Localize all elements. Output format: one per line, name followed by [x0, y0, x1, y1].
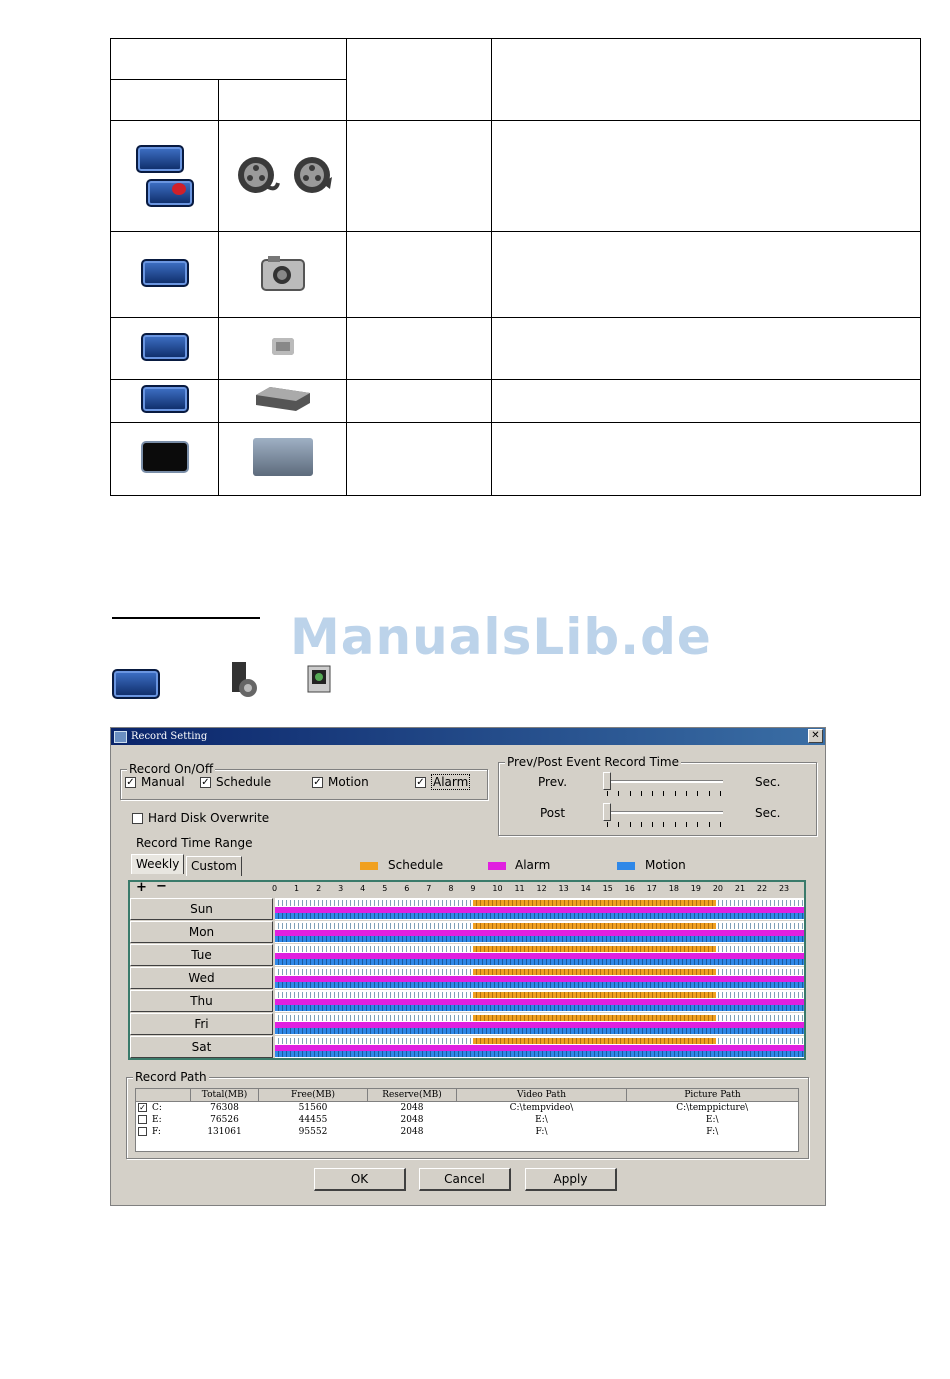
ok-button[interactable]: OK [314, 1168, 406, 1191]
name-cell [347, 423, 492, 496]
settings-panel-icon [306, 664, 336, 698]
icon-cell [219, 423, 347, 496]
prepost-group [498, 755, 817, 836]
icon-table [110, 38, 921, 496]
record-onoff-group [120, 762, 488, 800]
tab-custom[interactable]: Custom [186, 856, 242, 876]
column-header: Total(MB) [191, 1089, 259, 1102]
hour-label: 23 [778, 884, 790, 893]
hour-label: 9 [470, 884, 476, 893]
name-cell [347, 318, 492, 380]
group-title: Record Path [135, 1070, 207, 1084]
table-row[interactable]: E: 76526 44455 2048 E:\ E:\ [136, 1114, 799, 1126]
day-schedule-bars[interactable] [275, 967, 804, 989]
hour-label: 3 [338, 884, 344, 893]
desc-cell [492, 423, 921, 496]
schedule-grid [128, 880, 806, 1060]
legend-alarm: Alarm [515, 858, 551, 872]
drive-checkbox[interactable]: ✓ [139, 1102, 146, 1112]
day-label[interactable]: Tue [130, 944, 273, 966]
icon-cell [111, 423, 219, 496]
post-slider-thumb[interactable] [603, 803, 611, 821]
hour-label: 7 [426, 884, 432, 893]
hour-label: 14 [580, 884, 591, 893]
column-header: Reserve(MB) [368, 1089, 457, 1102]
desc-cell [492, 232, 921, 318]
icon-cell [219, 232, 347, 318]
desc-cell [492, 121, 921, 232]
film-reel-record-icon [146, 179, 194, 207]
day-label[interactable]: Sat [130, 1036, 273, 1058]
overwrite-checkbox[interactable]: Hard Disk Overwrite [132, 811, 269, 825]
dvr-icon [141, 441, 189, 473]
group-title: Record On/Off [129, 762, 214, 776]
camera-icon [260, 254, 306, 292]
record-setting-icon [112, 669, 160, 699]
zoom-out-button[interactable]: − [156, 879, 167, 894]
hard-disk-icon [252, 383, 314, 415]
drive-checkbox[interactable] [138, 1127, 147, 1136]
day-schedule-bars[interactable] [275, 990, 804, 1012]
icon-cell [219, 318, 347, 380]
legend-schedule: Schedule [388, 858, 444, 872]
group-title: Record Time Range [136, 836, 253, 850]
hour-label: 0 [272, 884, 278, 893]
close-button[interactable]: ✕ [808, 729, 823, 743]
hour-label: 17 [646, 884, 657, 893]
drive-checkbox[interactable] [138, 1115, 147, 1124]
refresh-dvr-icon [253, 438, 313, 476]
desc-cell [492, 318, 921, 380]
header-cell [111, 39, 347, 80]
heading-underline [112, 617, 260, 619]
icon-cell [111, 318, 219, 380]
snapshot-icon [141, 259, 189, 287]
prev-slider-ticks [607, 791, 721, 796]
name-cell [347, 232, 492, 318]
record-setting-dialog [110, 727, 826, 1206]
hour-label: 12 [536, 884, 547, 893]
prev-slider-thumb[interactable] [603, 772, 611, 790]
day-schedule-bars[interactable] [275, 1036, 804, 1058]
hour-label: 19 [690, 884, 701, 893]
table-row[interactable]: F: 131061 95552 2048 F:\ F:\ [136, 1126, 799, 1138]
column-header: Video Path [457, 1089, 627, 1102]
message-icon [272, 338, 294, 355]
day-label[interactable]: Fri [130, 1013, 273, 1035]
icon-cell [219, 121, 347, 232]
post-slider-track [607, 811, 723, 814]
legend-motion: Motion [645, 858, 686, 872]
group-title: Prev/Post Event Record Time [507, 755, 679, 769]
hour-label: 6 [404, 884, 410, 893]
post-label: Post [540, 806, 566, 820]
title-bar [111, 728, 825, 745]
film-reel-icon [228, 151, 338, 197]
info-icon [141, 333, 189, 361]
column-header: Picture Path [627, 1089, 799, 1102]
day-schedule-bars[interactable] [275, 1013, 804, 1035]
header-cell [492, 39, 921, 121]
prev-unit: Sec. [755, 775, 781, 789]
schedule-checkbox[interactable]: ✓ Schedule [201, 775, 272, 789]
post-unit: Sec. [755, 806, 781, 820]
tools-icon [228, 660, 262, 700]
motion-checkbox[interactable]: ✓ Motion [313, 775, 369, 789]
motion-swatch [617, 862, 635, 870]
hour-label: 4 [360, 884, 366, 893]
hdd-icon [141, 385, 189, 413]
hour-label: 5 [382, 884, 388, 893]
hour-label: 18 [668, 884, 679, 893]
table-row[interactable]: ✓ C: 76308 51560 2048 C:\tempvideo\ C:\temppicture\ [139, 1102, 749, 1113]
hour-label: 2 [316, 884, 322, 893]
day-label[interactable]: Sun [130, 898, 273, 920]
day-schedule-bars[interactable] [275, 898, 804, 920]
prev-label: Prev. [538, 775, 568, 789]
record-path-table [135, 1088, 799, 1152]
day-schedule-bars[interactable] [275, 944, 804, 966]
zoom-in-button[interactable]: + [136, 880, 147, 895]
hour-label: 10 [492, 884, 503, 893]
hour-label: 22 [756, 884, 768, 893]
header-cell [347, 39, 492, 121]
film-reel-icon [136, 145, 184, 173]
name-cell [347, 121, 492, 232]
app-icon [114, 731, 127, 743]
header-cell [111, 80, 219, 121]
day-label[interactable]: Mon [130, 921, 273, 943]
hour-label: 16 [624, 884, 635, 893]
icon-cell [219, 380, 347, 423]
hour-label: 13 [558, 884, 569, 893]
cancel-button[interactable]: Cancel [419, 1168, 511, 1191]
hour-label: 8 [448, 884, 454, 893]
icon-cell [111, 232, 219, 318]
hour-label: 1 [294, 884, 300, 893]
prev-slider-track [607, 780, 723, 783]
desc-cell [492, 380, 921, 423]
name-cell [347, 380, 492, 423]
hour-header [130, 879, 804, 898]
header-cell [219, 80, 347, 121]
hour-label: 21 [734, 884, 746, 893]
tab-weekly[interactable]: Weekly [131, 854, 184, 874]
day-label[interactable]: Thu [130, 990, 273, 1012]
column-header [136, 1089, 191, 1102]
dialog-title: Record Setting [131, 731, 208, 742]
apply-button[interactable]: Apply [525, 1168, 617, 1191]
post-slider-ticks [607, 822, 721, 827]
day-schedule-bars[interactable] [275, 921, 804, 943]
hour-label: 11 [514, 884, 525, 893]
hour-label: 20 [712, 884, 724, 893]
alarm-swatch [488, 862, 506, 870]
manual-checkbox[interactable]: ✓ Manual [126, 775, 185, 789]
table-header-row [136, 1089, 799, 1102]
icon-cell [111, 380, 219, 423]
column-header: Free(MB) [259, 1089, 368, 1102]
schedule-swatch [360, 862, 378, 870]
alarm-checkbox[interactable]: ✓ Alarm [416, 775, 469, 789]
watermark: ManualsLib.de [290, 608, 712, 666]
hour-label: 15 [602, 884, 613, 893]
icon-cell [111, 121, 219, 232]
day-label[interactable]: Wed [130, 967, 273, 989]
